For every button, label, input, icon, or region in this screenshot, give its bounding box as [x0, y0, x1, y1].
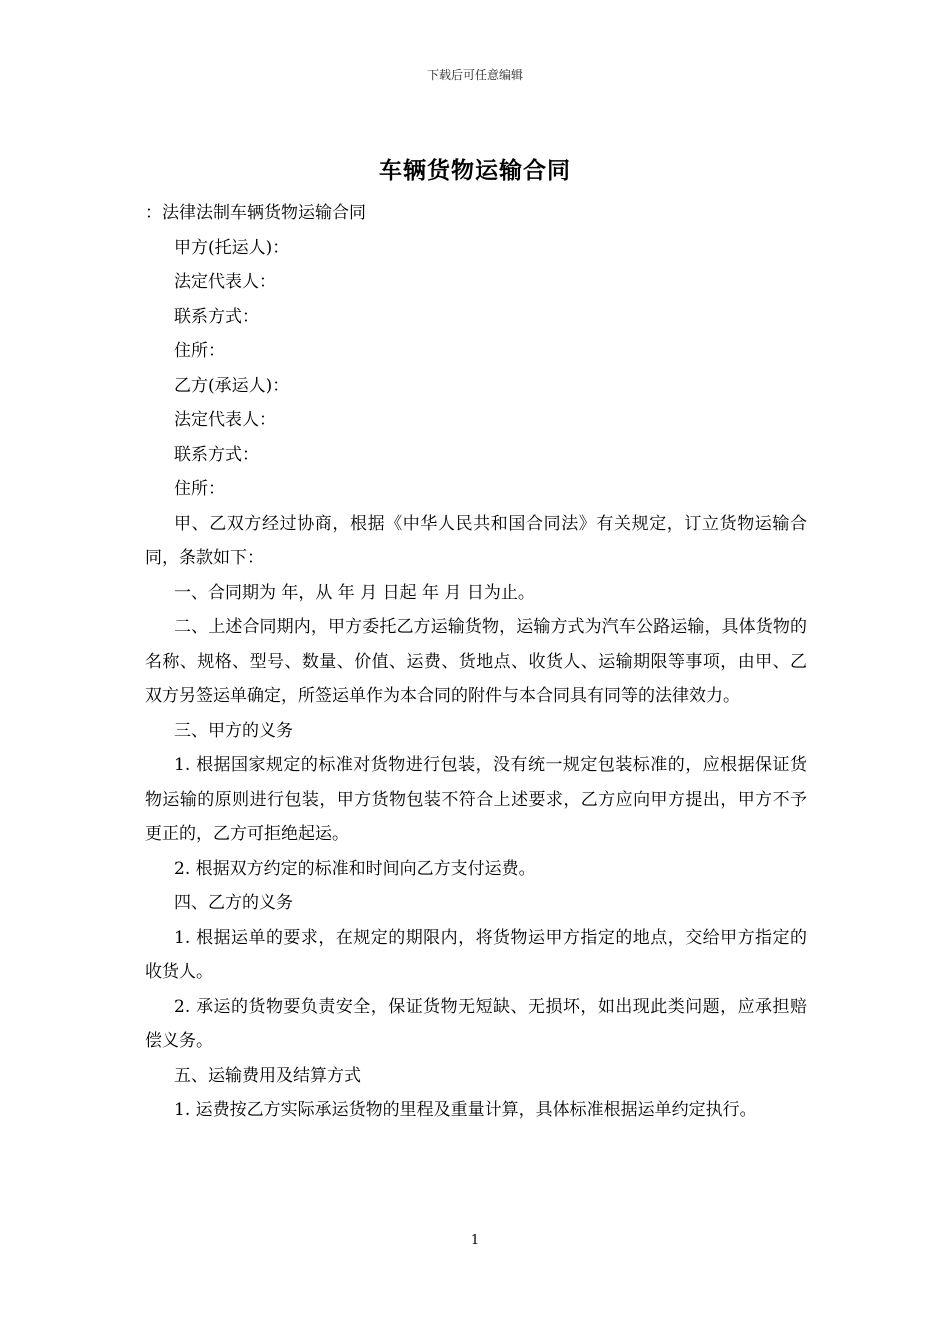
clause-4-item-2: 2. 承运的货物要负责安全，保证货物无短缺、无损坏，如出现此类问题，应承担赔偿义务。 [145, 996, 807, 1051]
subject-line: ：法律法制车辆货物运输合同 [145, 203, 366, 223]
clause-5-heading: 五、运输费用及结算方式 [174, 1065, 361, 1086]
party-b-representative: 法定代表人： [174, 410, 276, 430]
party-a-address: 住所： [174, 341, 225, 361]
clause-5-item-1: 1. 运费按乙方实际承运货物的里程及重量计算，具体标准根据运单约定执行。 [174, 1100, 757, 1120]
clause-3-item-1: 1. 根据国家规定的标准对货物进行包装，没有统一规定包装标准的，应根据保证货物运输的原则进行包装，甲方货物包装不符合上述要求，乙方应向甲方提出，甲方不予更正的，乙方可拒绝起运。 [145, 755, 807, 844]
document-title: 车辆货物运输合同 [379, 158, 571, 184]
party-b-contact: 联系方式： [174, 444, 259, 465]
page-number: 1 [470, 1233, 480, 1248]
party-b-label: 乙方(承运人)： [174, 375, 290, 396]
party-a-label: 甲方(托运人)： [174, 237, 290, 258]
contract-body [145, 196, 807, 1128]
clause-4-item-1: 1. 根据运单的要求，在规定的期限内，将货物运甲方指定的地点，交给甲方指定的收货人。 [145, 927, 807, 982]
clause-3-heading: 三、甲方的义务 [174, 720, 293, 741]
clause-1: 一、合同期为 年，从 年 月 日起 年 月 日为止。 [174, 582, 535, 603]
clause-3-item-2: 2. 根据双方约定的标准和时间向乙方支付运费。 [174, 858, 536, 879]
party-a-representative: 法定代表人： [174, 272, 276, 292]
clause-4-heading: 四、乙方的义务 [174, 893, 293, 913]
party-b-address: 住所： [174, 479, 225, 499]
preamble-paragraph: 甲、乙双方经过协商，根据《中华人民共和国合同法》有关规定，订立货物运输合同，条款如下： [145, 513, 807, 568]
party-a-contact: 联系方式： [174, 306, 259, 327]
header-note: 下载后可任意编辑 [426, 68, 523, 82]
clause-2: 二、上述合同期内，甲方委托乙方运输货物，运输方式为汽车公路运输，具体货物的名称、规格、型号、数量、价值、运费、货地点、收货人、运输期限等事项，由甲、乙双方另签运单确定，所签运单作为本合同的附件与本合同具有同等的法律效力。 [145, 617, 807, 706]
